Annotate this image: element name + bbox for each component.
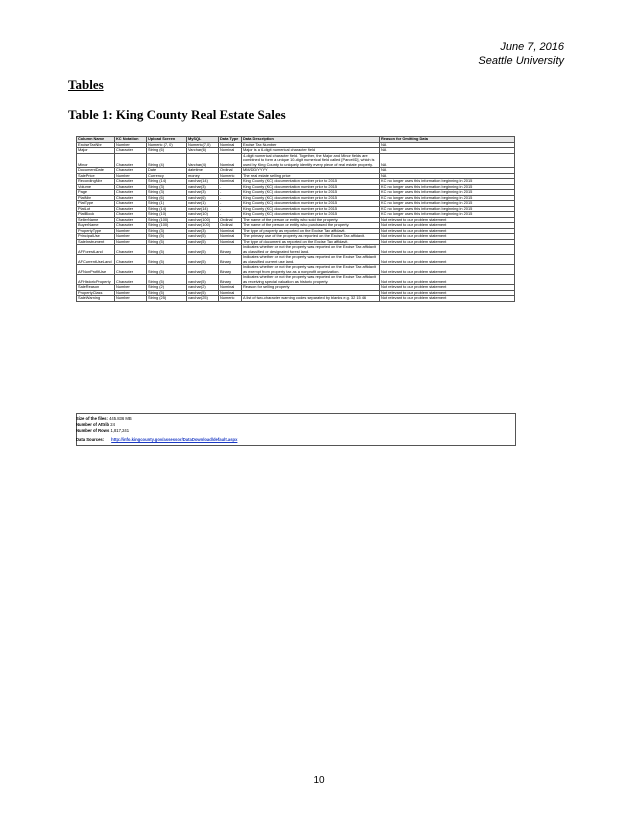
table-cell: King County (KC) documentation number prior to 2015 <box>242 201 380 207</box>
table-cell: varchar(25) <box>187 296 219 302</box>
table-cell: AFHistoricProperty <box>77 275 115 285</box>
table-cell: NA <box>380 168 515 174</box>
table-cell: KC no longer uses this information beginning in 2015 <box>380 184 515 190</box>
table-cell: String (3) <box>147 184 187 190</box>
table-cell: String (100) <box>147 223 187 229</box>
table-cell: Numeric <box>219 296 242 302</box>
table-cell: King County (KC) documentation number prior to 2015 <box>242 212 380 218</box>
table-cell: varchar(3) <box>187 184 219 190</box>
table-cell: String (3) <box>147 228 187 234</box>
table-cell: varchar(5) <box>187 234 219 240</box>
table-cell: Not relevant to our problem statement <box>380 223 515 229</box>
table-cell: KC no longer uses this information beginning in 2015 <box>380 190 515 196</box>
table-cell: King County (KC) documentation number prior to 2015 <box>242 184 380 190</box>
table-cell: Character <box>115 168 147 174</box>
table-cell: Number <box>115 142 147 148</box>
table-cell: Character <box>115 195 147 201</box>
table-cell: SalePrice <box>77 173 115 179</box>
table-cell: Character <box>115 153 147 168</box>
table-cell: The primary use of the property as reported on the Excise Tax affidavit. <box>242 234 380 240</box>
table-cell: Not relevant to our problem statement <box>380 255 515 265</box>
column-header: Upload Screen <box>147 137 187 143</box>
table-cell: varchar(5) <box>187 245 219 255</box>
table-cell: varchar(10) <box>187 212 219 218</box>
table-cell: Not relevant to our problem statement <box>380 275 515 285</box>
column-header: KC Notation <box>115 137 147 143</box>
data-table <box>76 136 515 302</box>
table-cell: Nominal <box>219 148 242 154</box>
table-cell: Nominal <box>219 179 242 185</box>
table-cell: Character <box>115 255 147 265</box>
table-row <box>77 153 515 168</box>
table-cell: Number <box>115 173 147 179</box>
table-cell: Nominal <box>219 142 242 148</box>
table-cell: SaleInstrument <box>77 239 115 245</box>
table-cell: Character <box>115 223 147 229</box>
table-cell: Binary <box>219 265 242 275</box>
table-cell: The name of the person or entity who sold the property. <box>242 217 380 223</box>
table-cell: MM/DD/YYYY <box>242 168 380 174</box>
table-cell: NA <box>380 173 515 179</box>
table-cell: varchar(3) <box>187 228 219 234</box>
table-cell: KC no longer uses this information beginning in 2015 <box>380 212 515 218</box>
file-size-label: Size of the files: <box>76 416 108 421</box>
table-cell: Character <box>115 275 147 285</box>
table-cell: datetime <box>187 168 219 174</box>
table-cell: PrincipalUse <box>77 234 115 240</box>
table-cell: The type of property as reported on the Excise Tax affidavit. <box>242 228 380 234</box>
table-cell: Varchar(4) <box>187 153 219 168</box>
table-cell: Not relevant to our problem statement <box>380 217 515 223</box>
table-cell: String (14) <box>147 206 187 212</box>
table-cell: String (1) <box>147 201 187 207</box>
table-cell: SellerName <box>77 217 115 223</box>
table-row <box>77 275 515 285</box>
table-cell: Indicates whether or not the property was reported on the Excise Tax affidavit as classified or designated forest land. <box>242 245 380 255</box>
table-cell: Minor <box>77 153 115 168</box>
table-cell: Number <box>115 239 147 245</box>
table-cell: String (2) <box>147 285 187 291</box>
table-cell: Major is a 6-digit numerical character field <box>242 148 380 154</box>
table-cell: varchar(5) <box>187 265 219 275</box>
page-number: 10 <box>313 775 325 786</box>
attribute-count-label: Number of Attrib <box>76 422 110 427</box>
table-cell: SaleReason <box>77 285 115 291</box>
table-cell: NA <box>380 153 515 168</box>
data-source-line <box>76 437 237 442</box>
column-header: Column Name <box>77 137 115 143</box>
table-row <box>77 245 515 255</box>
table-cell: Nominal <box>219 239 242 245</box>
table-cell: Indicates whether or not the property was reported on the Excise Tax affidavit as exempt from property tax as a nonprofit organization. <box>242 265 380 275</box>
table-cell: Number <box>115 234 147 240</box>
header-institution: Seattle University <box>478 55 564 67</box>
table-cell: PlatBlock <box>77 212 115 218</box>
table-cell: PlatLot <box>77 206 115 212</box>
table-cell: KC no longer uses this information beginning in 2015 <box>380 206 515 212</box>
table-cell: varchar(5) <box>187 290 219 296</box>
table-body <box>77 142 515 301</box>
table-cell: Numeric <box>219 173 242 179</box>
row-count-label: Number of Rows <box>76 428 110 433</box>
table-cell: Character <box>115 212 147 218</box>
table-cell: Nominal <box>219 290 242 296</box>
table-cell: 4-digit numerical character field. Together, the Major and Minor fields are combined to form a unique 10-digit numerical field called [ParcelID], which is used by King County to uniquely identify every piece of real estate property. <box>242 153 380 168</box>
table-cell: Character <box>115 265 147 275</box>
table-cell: PropertyType <box>77 228 115 234</box>
table-cell: Volume <box>77 184 115 190</box>
table-cell: String (5) <box>147 275 187 285</box>
table-cell: Nominal <box>219 153 242 168</box>
table-cell: Reason for selling property <box>242 285 380 291</box>
file-size-line <box>76 416 132 421</box>
table-row <box>77 296 515 302</box>
table-cell: King County (KC) documentation number prior to 2015 <box>242 195 380 201</box>
row-count-line <box>76 428 129 433</box>
table-cell: Ordinal <box>219 217 242 223</box>
table-cell: Character <box>115 179 147 185</box>
table-cell: KC no longer uses this information beginning in 2015 <box>380 195 515 201</box>
table-cell: varchar(5) <box>187 239 219 245</box>
table-cell: Character <box>115 184 147 190</box>
table-cell: String (3) <box>147 190 187 196</box>
table-cell: SaleWarning <box>77 296 115 302</box>
table-cell: varchar(2) <box>187 285 219 291</box>
table-cell: Varchar(6) <box>187 148 219 154</box>
table-cell: varchar(14) <box>187 179 219 185</box>
table-cell: String (5) <box>147 245 187 255</box>
table-cell: NA <box>380 142 515 148</box>
table-cell: Nominal <box>219 285 242 291</box>
table-cell: Character <box>115 148 147 154</box>
table-cell: String (5) <box>147 265 187 275</box>
table-cell: Nominal <box>219 234 242 240</box>
table-cell: String (5) <box>147 239 187 245</box>
row-count-value: 1,817,241 <box>110 428 130 433</box>
table-cell: AFCurrentUseLand <box>77 255 115 265</box>
table-cell: Not relevant to our problem statement <box>380 228 515 234</box>
table-cell: King County (KC) documentation number prior to 2015 <box>242 206 380 212</box>
table-cell: varchar(3) <box>187 190 219 196</box>
table-cell: String (100) <box>147 217 187 223</box>
table-cell: Number <box>115 285 147 291</box>
table-cell: Binary <box>219 245 242 255</box>
table-cell: Not relevant to our problem statement <box>380 265 515 275</box>
column-header: Data Type <box>219 137 242 143</box>
table-cell: varchar(100) <box>187 217 219 223</box>
table-cell: Character <box>115 245 147 255</box>
header-date: June 7, 2016 <box>500 41 564 53</box>
table-cell: Character <box>115 206 147 212</box>
table-cell: Indicates whether or not the property was reported on the Excise Tax affidavit as receiving special valuation as historic property. <box>242 275 380 285</box>
table-cell: Major <box>77 148 115 154</box>
data-source-link[interactable]: http://info.kingcounty.gov/assessor/DataDownload/default.aspx <box>111 437 238 442</box>
table-cell: String (10) <box>147 212 187 218</box>
table-cell: The real estate selling price <box>242 173 380 179</box>
table-cell: Not relevant to our problem statement <box>380 234 515 240</box>
table-cell: String (5) <box>147 234 187 240</box>
table-cell: NA <box>380 148 515 154</box>
table-caption: Table 1: King County Real Estate Sales <box>68 107 286 122</box>
table-cell: Page <box>77 190 115 196</box>
column-header: Reason for Omitting Data <box>380 137 515 143</box>
attribute-count-value: 24 <box>110 422 115 427</box>
table-cell: BuyerName <box>77 223 115 229</box>
table-cell: RecordingNbr <box>77 179 115 185</box>
table-cell: varchar(5) <box>187 275 219 285</box>
table-cell: PlatType <box>77 201 115 207</box>
table-cell: Ordinal <box>219 168 242 174</box>
table-cell: King County (KC) documentation number prior to 2015 <box>242 190 380 196</box>
table-cell: Character <box>115 217 147 223</box>
table-cell: Binary <box>219 275 242 285</box>
table-cell: Not relevant to our problem statement <box>380 285 515 291</box>
table-cell: The type of document as reported on the Excise Tax affidavit. <box>242 239 380 245</box>
table-cell: Numeric (7, 0) <box>147 142 187 148</box>
table-cell: - <box>219 201 242 207</box>
table-cell: Character <box>115 201 147 207</box>
table-cell: Character <box>115 190 147 196</box>
table-cell: Not relevant to our problem statement <box>380 290 515 296</box>
table-cell: varchar(14) <box>187 206 219 212</box>
table-cell: ExciseTaxNbr <box>77 142 115 148</box>
table-cell: KC no longer uses this information beginning in 2015 <box>380 201 515 207</box>
table-cell: Not relevant to our problem statement <box>380 239 515 245</box>
table-cell: AFForestLand <box>77 245 115 255</box>
table-cell: Number <box>115 296 147 302</box>
table-cell: DocumentDate <box>77 168 115 174</box>
table-cell: Not relevant to our problem statement <box>380 296 515 302</box>
table-cell: varchar(6) <box>187 195 219 201</box>
table-cell: Numeric(7,0) <box>187 142 219 148</box>
data-source-label: Data Sources: <box>76 437 105 442</box>
column-header: Data Description <box>242 137 380 143</box>
table-cell: Excise Tax Number <box>242 142 380 148</box>
table-cell: Not relevant to our problem statement <box>380 245 515 255</box>
table-cell: Binary <box>219 255 242 265</box>
table-cell: String (6) <box>147 195 187 201</box>
attribute-count-line <box>76 422 115 427</box>
table-cell: Number <box>115 228 147 234</box>
table-cell: KC no longer uses this information beginning in 2015 <box>380 179 515 185</box>
table-cell: Date <box>147 168 187 174</box>
table-cell: Indicates whether or not the property was reported on the Excise Tax affidavit as classified current use land. <box>242 255 380 265</box>
table-cell: varchar(1) <box>187 201 219 207</box>
table-cell: String (5) <box>147 290 187 296</box>
table-row <box>77 255 515 265</box>
table-cell: The name of the person or entity who purchased the property. <box>242 223 380 229</box>
table-cell: varchar(100) <box>187 223 219 229</box>
table-cell: varchar(5) <box>187 255 219 265</box>
table-cell: - <box>219 190 242 196</box>
table-cell: PlatNbr <box>77 195 115 201</box>
table-cell: money <box>187 173 219 179</box>
table-cell: String (25) <box>147 296 187 302</box>
table-cell: - <box>219 184 242 190</box>
table-cell: - <box>219 195 242 201</box>
table-cell: String (4) <box>147 153 187 168</box>
column-header: MySQL <box>187 137 219 143</box>
table-cell: King County (KC) documentation number prior to 2015 <box>242 179 380 185</box>
section-title: Tables <box>68 77 104 92</box>
data-table-container <box>76 136 514 302</box>
table-cell: Number <box>115 290 147 296</box>
table-cell: String (5) <box>147 255 187 265</box>
table-cell: Ordinal <box>219 223 242 229</box>
table-cell: A list of two-character warning codes separated by blanks e.g. 32 15 46 <box>242 296 380 302</box>
table-row <box>77 265 515 275</box>
table-cell: - <box>219 212 242 218</box>
table-cell: - <box>219 206 242 212</box>
table-cell: Nominal <box>219 228 242 234</box>
table-cell: Currency <box>147 173 187 179</box>
table-cell: PropertyClass <box>77 290 115 296</box>
table-cell: String (14) <box>147 179 187 185</box>
table-cell: AFNonProfitUse <box>77 265 115 275</box>
file-size-value: 445.836 MB <box>109 416 132 421</box>
table-cell: String (6) <box>147 148 187 154</box>
